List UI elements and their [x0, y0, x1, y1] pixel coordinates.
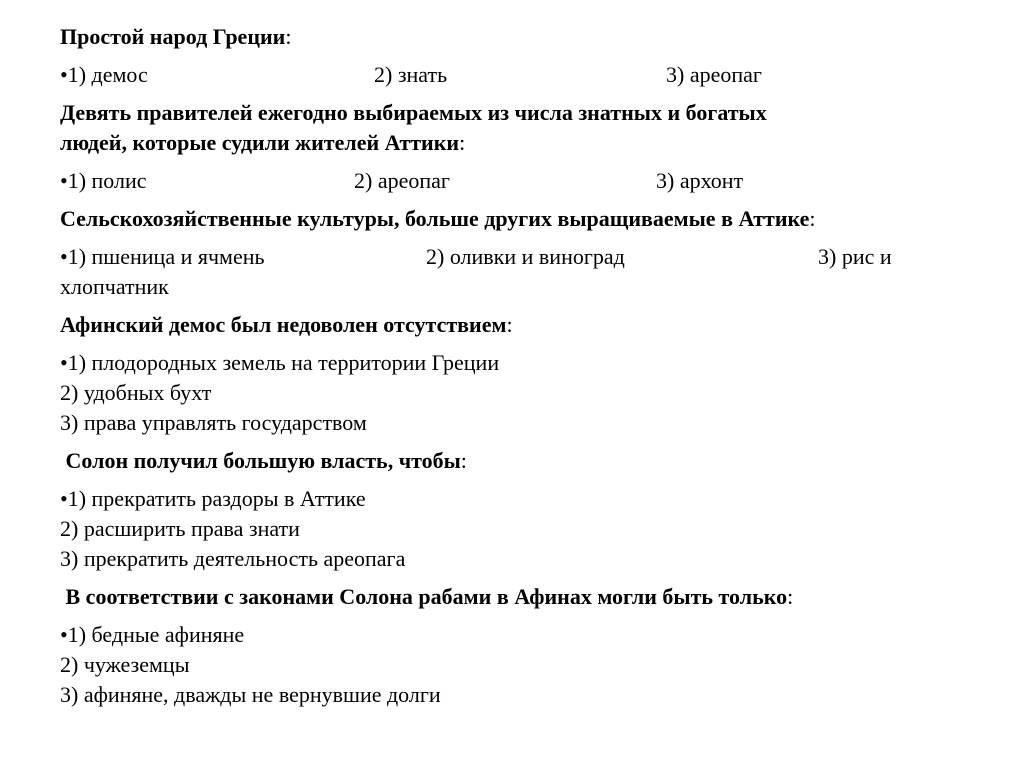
option-3: 3) рис и	[818, 244, 892, 269]
option-1: •1) плодородных земель на территории Греции	[60, 350, 500, 375]
question-5-colon: :	[460, 448, 467, 473]
question-1-colon: :	[285, 24, 292, 49]
option-3: 3) афиняне, дважды не вернувшие долги	[60, 682, 441, 707]
option-1: •1) пшеница и ячмень	[60, 244, 265, 269]
option-3: 3) ареопаг	[666, 62, 762, 87]
option-2: 2) удобных бухт	[60, 380, 212, 405]
question-5-options	[60, 484, 960, 574]
question-1-text: Простой народ Греции	[60, 24, 286, 49]
question-2-colon: :	[459, 130, 466, 155]
option-2: 2) чужеземцы	[60, 652, 190, 677]
question-4-text: Афинский демос был недоволен отсутствием	[60, 312, 507, 337]
question-3-colon: :	[809, 206, 816, 231]
question-2	[60, 98, 960, 158]
question-3-options	[60, 242, 960, 272]
option-1: •1) демос	[60, 62, 148, 87]
option-2: 2) оливки и виноград	[426, 244, 625, 269]
question-6-colon: :	[787, 584, 794, 609]
question-6-text: В соответствии с законами Солона рабами в Афинах могли быть только	[60, 584, 788, 609]
question-6	[60, 582, 960, 612]
question-4-options	[60, 348, 960, 438]
question-1-options	[60, 60, 960, 90]
question-4-colon: :	[506, 312, 513, 337]
option-1: •1) прекратить раздоры в Аттике	[60, 486, 366, 511]
quiz-slide	[60, 22, 960, 710]
question-2-text-line1: Девять правителей ежегодно выбираемых из числа знатных и богатых	[60, 100, 767, 125]
option-1: •1) полис	[60, 168, 147, 193]
question-5-text: Солон получил большую власть, чтобы	[60, 448, 461, 473]
question-1	[60, 22, 960, 52]
question-3-text: Сельскохозяйственные культуры, больше других выращиваемые в Аттике	[60, 206, 810, 231]
option-3: 3) прекратить деятельность ареопага	[60, 546, 406, 571]
question-5	[60, 446, 960, 476]
option-1: •1) бедные афиняне	[60, 622, 245, 647]
option-2: 2) ареопаг	[354, 168, 450, 193]
option-2: 2) знать	[374, 62, 448, 87]
question-2-text-line2: людей, которые судили жителей Аттики	[60, 130, 460, 155]
option-3: 3) права управлять государством	[60, 410, 367, 435]
option-3: 3) архонт	[656, 168, 744, 193]
option-2: 2) расширить права знати	[60, 516, 300, 541]
question-6-options	[60, 620, 960, 710]
question-4	[60, 310, 960, 340]
question-2-options	[60, 166, 960, 196]
question-3	[60, 204, 960, 234]
question-3-options-continued: хлопчатник	[60, 274, 169, 299]
